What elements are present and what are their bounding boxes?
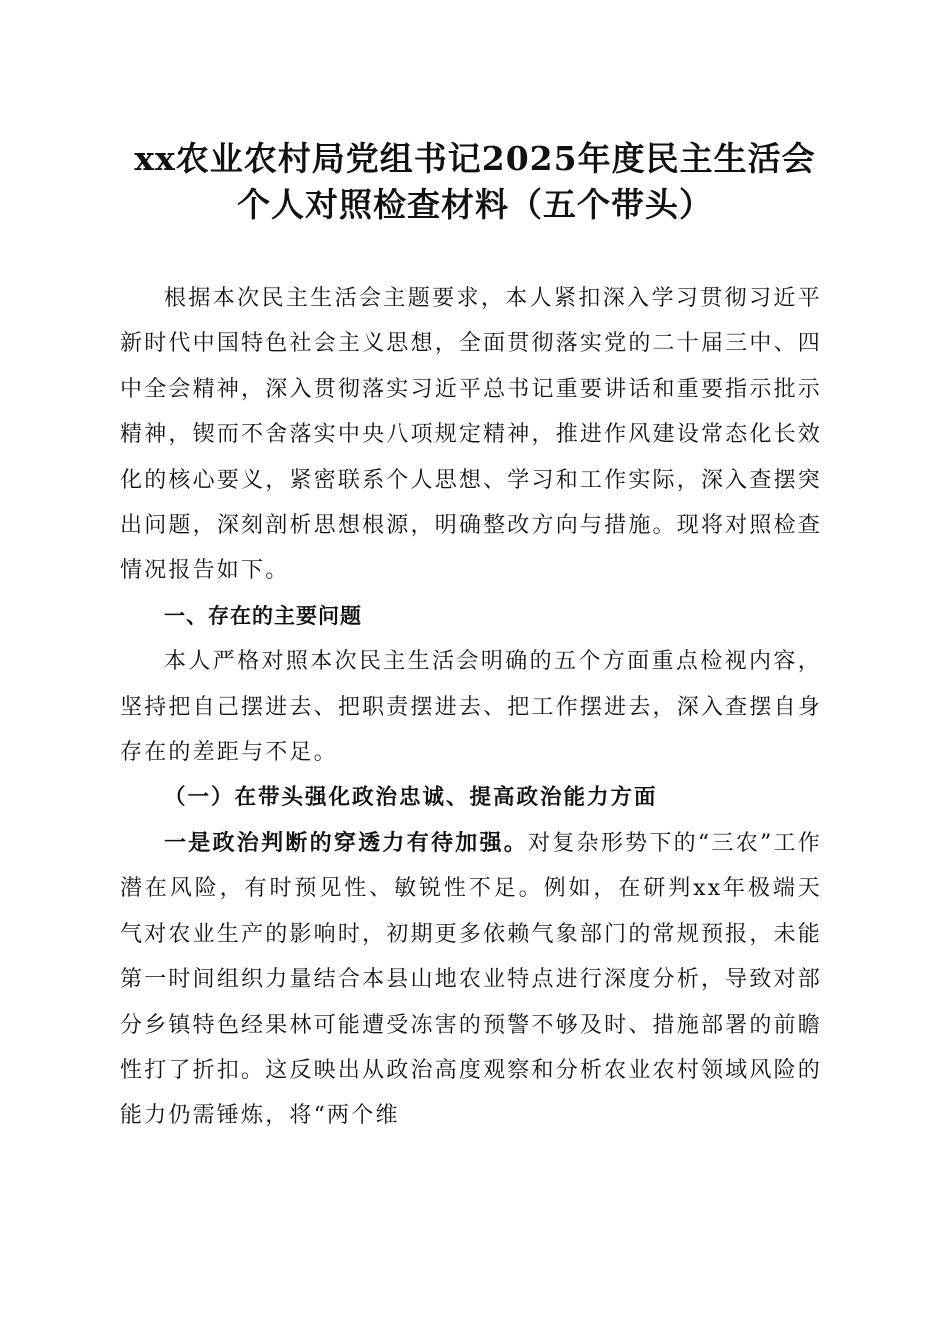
section-heading-problems: 一、存在的主要问题: [164, 603, 362, 628]
title-line-1: xx农业农村局党组书记2025年度民主生活会: [134, 139, 816, 178]
section-intro-paragraph: 本人严格对照本次民主生活会明确的五个方面重点检视内容，坚持把自己摆进去、把职责摆进去、把工作摆进去，深入查摆自身存在的差距与不足。: [120, 649, 822, 766]
subsection-heading-political-loyalty: （一）在带头强化政治忠诚、提高政治能力方面: [164, 785, 658, 811]
document-body: [120, 276, 822, 1139]
point-one-paragraph: [120, 821, 822, 1139]
point-one-body: 对复杂形势下的“三农”工作潜在风险，有时预见性、敏锐性不足。例如，在研判xx年极端天气对农业生产的影响时，初期更多依赖气象部门的常规预报，未能第一时间组织力量结合本县山地农业特点进行深度分析，导致对部分乡镇特色经果林可能遭受冻害的预警不够及时、措施部署的前瞻性打了折扣。这反映出从政治高度观察和分析农业农村领域风险的能力仍需锤炼，将“两个维: [120, 830, 822, 1129]
title-line-2: 个人对照检查材料（五个带头）: [237, 185, 713, 224]
point-one-lead: 一是政治判断的穿透力有待加强。: [164, 829, 529, 856]
document-title: [90, 136, 860, 228]
intro-paragraph: 根据本次民主生活会主题要求，本人紧扣深入学习贯彻习近平新时代中国特色社会主义思想，全面贯彻落实党的二十届三中、四中全会精神，深入贯彻落实习近平总书记重要讲话和重要指示批示精神，锲而不舍落实中央八项规定精神，推进作风建设常态化长效化的核心要义，紧密联系个人思想、学习和工作实际，深入查摆突出问题，深刻剖析思想根源，明确整改方向与措施。现将对照检查情况报告如下。: [120, 286, 822, 584]
